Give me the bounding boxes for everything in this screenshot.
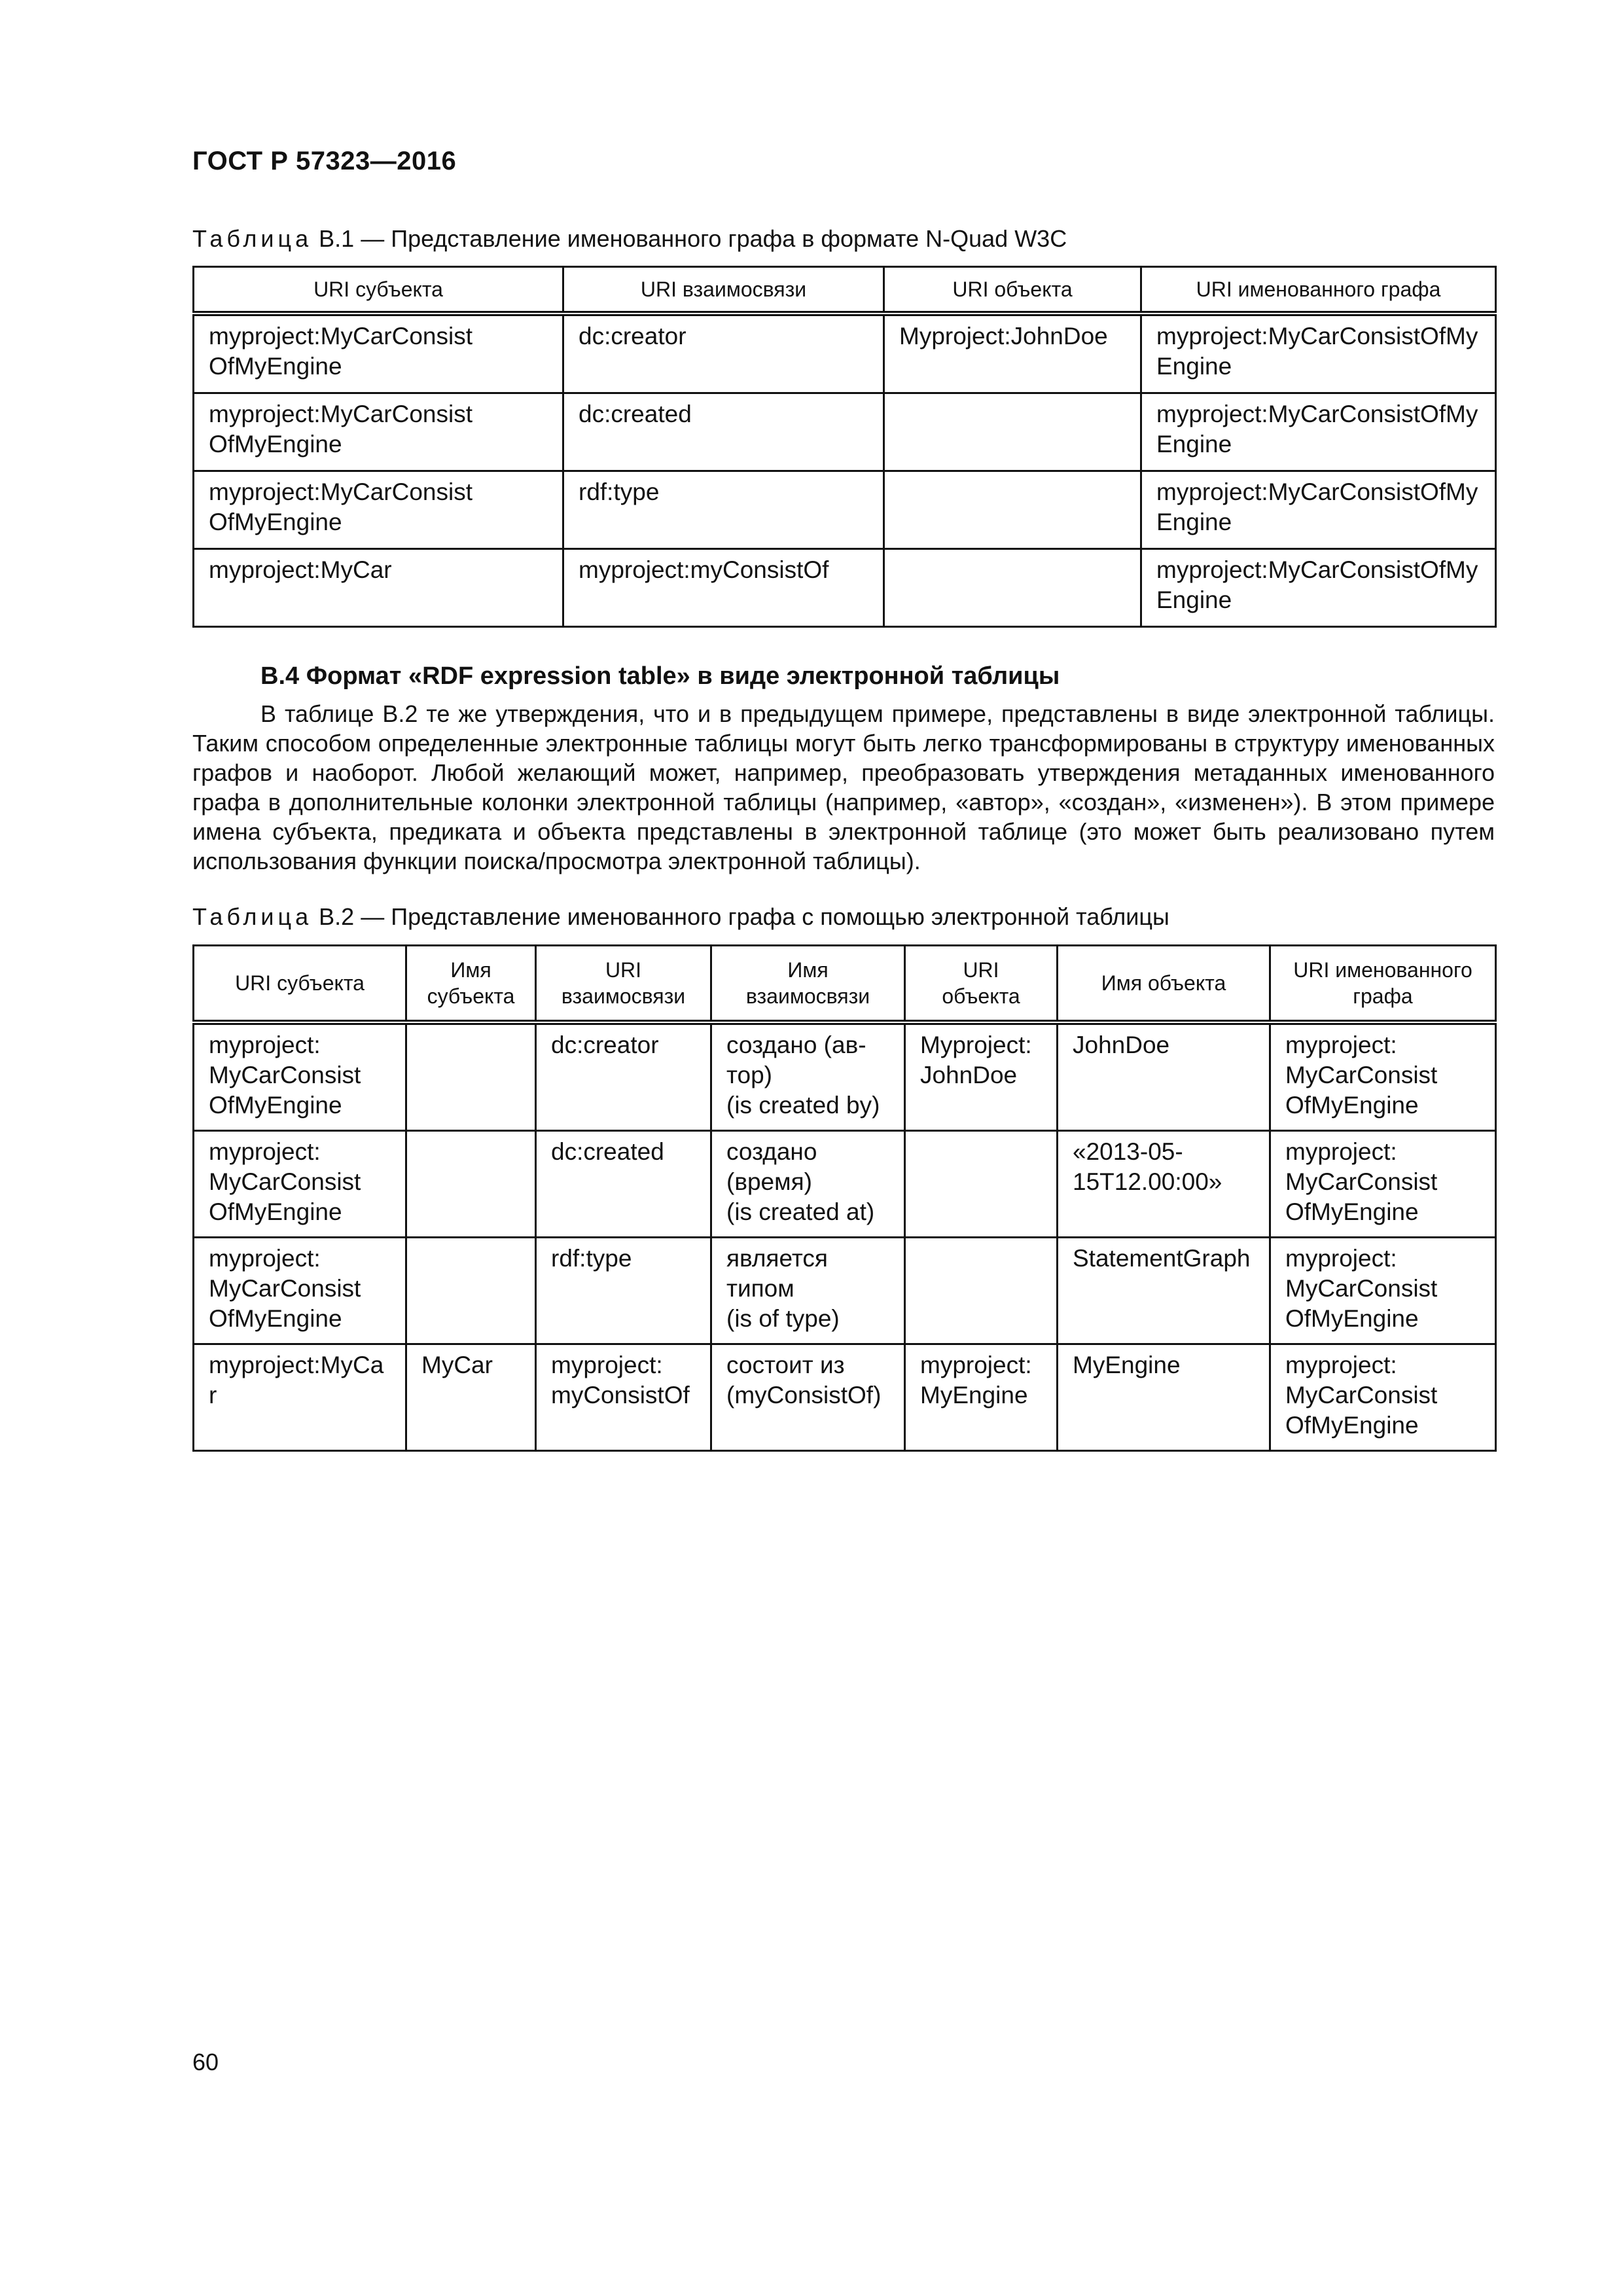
table-cell: myproject: MyCarConsist OfMyEngine	[1270, 1238, 1496, 1344]
table2-header-cell: URI объекта	[905, 946, 1058, 1023]
table1-header-cell: URI взаимосвязи	[563, 267, 884, 314]
table2-caption-text: В.2 — Представление именованного графа с помощью электронной таблицы	[312, 903, 1169, 930]
page-number: 60	[192, 2049, 219, 2075]
table-row	[194, 1022, 1496, 1131]
table-cell: dc:created	[536, 1131, 711, 1238]
table-row	[194, 393, 1496, 471]
table-cell: myproject: MyCarConsist OfMyEngine	[1270, 1131, 1496, 1238]
table-cell: является типом (is of type)	[711, 1238, 905, 1344]
table-row	[194, 471, 1496, 549]
table-cell: myproject: MyCarConsist OfMyEngine	[1270, 1022, 1496, 1131]
table-cell: Myproject:JohnDoe	[884, 314, 1141, 393]
table2-header-cell: Имя субъекта	[406, 946, 536, 1023]
table-cell: myproject:MyCar	[194, 549, 563, 627]
table-cell: «2013-05- 15T12.00:00»	[1058, 1131, 1270, 1238]
document-header: ГОСТ Р 57323—2016	[192, 147, 457, 175]
table1-caption-label: Таблица	[192, 225, 313, 252]
table2-header-cell: URI именованного графа	[1270, 946, 1496, 1023]
table2-header-cell: Имя объекта	[1058, 946, 1270, 1023]
table-cell	[406, 1022, 536, 1131]
table1-header-cell: URI объекта	[884, 267, 1141, 314]
table-cell: myproject:MyCarConsistOfMy Engine	[1141, 314, 1496, 393]
table-cell: MyEngine	[1058, 1344, 1270, 1451]
table2-header-cell: URI взаимосвязи	[536, 946, 711, 1023]
table2	[192, 944, 1497, 1452]
table-row	[194, 314, 1496, 393]
table-cell: StatementGraph	[1058, 1238, 1270, 1344]
table1-caption	[192, 225, 1067, 253]
table-cell: dc:created	[563, 393, 884, 471]
table-cell: myproject: MyEngine	[905, 1344, 1058, 1451]
table-cell: состоит из (myConsistOf)	[711, 1344, 905, 1451]
table2-caption-label: Таблица	[192, 903, 313, 930]
table2-header-cell: Имя взаимосвязи	[711, 946, 905, 1023]
table-cell: dc:creator	[536, 1022, 711, 1131]
table-cell: myproject:MyCarConsistOfMy Engine	[1141, 393, 1496, 471]
table-cell: myproject:MyCarConsist OfMyEngine	[194, 393, 563, 471]
section-paragraph: В таблице В.2 те же утверждения, что и в предыдущем примере, представлены в виде электронной таблицы. Таким способом определенные электронные таблицы могут быть легко трансформированы в структуру именованных графов и наоборот. Любой желающий может, например, преобразовать утверждения метаданных именованного графа в дополнительные колонки электронной таблицы (например, «автор», «создан», «изменен»). В этом примере имена субъекта, предиката и объекта представлены в электронной таблице (это может быть реализовано путем использования функции поиска/просмотра электронной таблицы).	[192, 700, 1495, 874]
table-row	[194, 1238, 1496, 1344]
table-cell: myproject:myConsistOf	[563, 549, 884, 627]
table-cell: rdf:type	[563, 471, 884, 549]
table-cell: JohnDoe	[1058, 1022, 1270, 1131]
table-row	[194, 549, 1496, 627]
table-cell: создано (ав- тор) (is created by)	[711, 1022, 905, 1131]
table1-caption-text: В.1 — Представление именованного графа в формате N-Quad W3C	[312, 225, 1067, 252]
table-cell: myproject:MyCarConsist OfMyEngine	[194, 314, 563, 393]
table2-caption	[192, 903, 1169, 931]
table-cell: MyCar	[406, 1344, 536, 1451]
table-cell: dc:creator	[563, 314, 884, 393]
table-cell: myproject:MyCar	[194, 1344, 406, 1451]
table1-header-row	[194, 267, 1496, 314]
table-row	[194, 1131, 1496, 1238]
table-cell: Myproject: JohnDoe	[905, 1022, 1058, 1131]
table-cell	[884, 471, 1141, 549]
table-cell	[406, 1238, 536, 1344]
table1-header-cell: URI субъекта	[194, 267, 563, 314]
table-cell: myproject: MyCarConsist OfMyEngine	[194, 1238, 406, 1344]
table-cell: rdf:type	[536, 1238, 711, 1344]
table-cell	[406, 1131, 536, 1238]
table1-header-cell: URI именованного графа	[1141, 267, 1496, 314]
table-cell: myproject: MyCarConsist OfMyEngine	[194, 1131, 406, 1238]
section-title: В.4 Формат «RDF expression table» в виде электронной таблицы	[260, 662, 1060, 690]
table-cell: myproject: MyCarConsist OfMyEngine	[1270, 1344, 1496, 1451]
table-row	[194, 1344, 1496, 1451]
table-cell: myproject:MyCarConsist OfMyEngine	[194, 471, 563, 549]
table-cell: myproject: MyCarConsist OfMyEngine	[194, 1022, 406, 1131]
table2-header-row	[194, 946, 1496, 1023]
table-cell: myproject:MyCarConsistOfMy Engine	[1141, 549, 1496, 627]
table-cell	[884, 393, 1141, 471]
table2-header-cell: URI субъекта	[194, 946, 406, 1023]
table1	[192, 266, 1497, 628]
table-cell: myproject: myConsistOf	[536, 1344, 711, 1451]
table-cell: myproject:MyCarConsistOfMy Engine	[1141, 471, 1496, 549]
table-cell	[884, 549, 1141, 627]
table-cell	[905, 1238, 1058, 1344]
table-cell	[905, 1131, 1058, 1238]
table-cell: создано (время) (is created at)	[711, 1131, 905, 1238]
